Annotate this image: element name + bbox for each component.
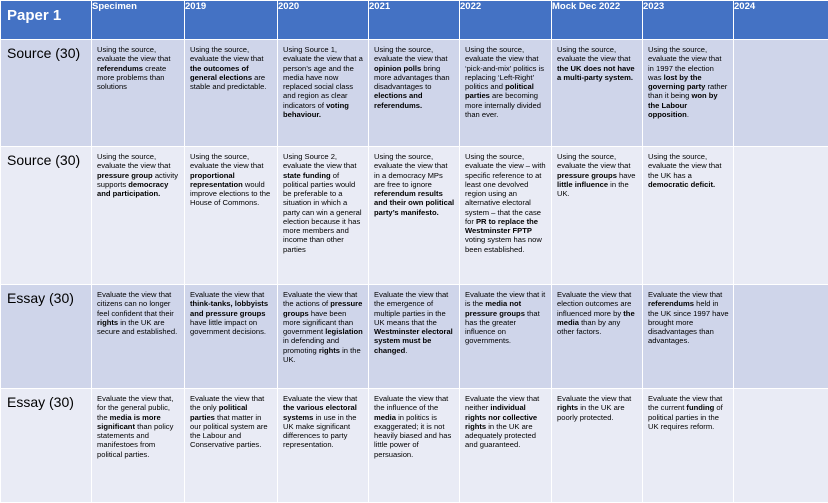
question-text: Evaluate the view that, for the general public, the bbox=[97, 394, 173, 422]
question-emphasis: democratic deficit. bbox=[648, 180, 715, 189]
question-text: that matter in our political system are the Labour and Conservative parties. bbox=[190, 413, 268, 450]
question-text: are stable and predictable. bbox=[190, 73, 266, 91]
table-body bbox=[1, 40, 828, 503]
question-emphasis: political parties bbox=[190, 403, 247, 421]
question-text: in politics is exaggerated; it is not heavily biased and has little power of persuasion. bbox=[374, 413, 451, 459]
question-cell bbox=[185, 285, 278, 389]
column-header-2023: 2023 bbox=[643, 1, 734, 40]
question-emphasis: media bbox=[374, 413, 396, 422]
question-cell bbox=[643, 40, 734, 147]
question-emphasis: the UK does not have a multi-party system. bbox=[557, 64, 635, 82]
question-emphasis: state funding bbox=[283, 171, 331, 180]
question-text: Using the source, evaluate the view that bbox=[190, 152, 263, 170]
question-cell bbox=[185, 147, 278, 285]
question-text: than policy statements and manifestoes from political parties. bbox=[97, 422, 173, 459]
question-text: Using the source, evaluate the view that bbox=[374, 45, 447, 63]
question-cell bbox=[92, 147, 185, 285]
question-text: have little impact on government decisions. bbox=[190, 318, 266, 336]
question-text: Evaluate the view that citizens can no longer feel confident that their bbox=[97, 290, 174, 318]
question-text: Using the source, evaluate the view that bbox=[190, 45, 263, 63]
question-emphasis: legislation bbox=[325, 327, 363, 336]
question-emphasis: the outcomes of general elections bbox=[190, 64, 252, 82]
question-text: Evaluate the view that neither bbox=[465, 394, 539, 412]
question-text: Using the source, evaluate the view that the UK has a bbox=[648, 152, 721, 180]
question-text: Evaluate the view that bbox=[283, 394, 357, 403]
column-header-2019: 2019 bbox=[185, 1, 278, 40]
question-cell bbox=[278, 40, 369, 147]
question-emphasis: referendums bbox=[97, 64, 143, 73]
question-emphasis: democracy and participation. bbox=[97, 180, 168, 198]
question-emphasis: lost by the governing party bbox=[648, 73, 705, 91]
question-emphasis: referendums bbox=[648, 299, 694, 308]
question-text: in the UK are secure and established. bbox=[97, 318, 177, 336]
question-text: Evaluate the view that bbox=[557, 394, 631, 403]
question-text: Using Source 1, evaluate the view that a person’s age and the media have now replaced social class and region as clear indicators of bbox=[283, 45, 363, 110]
question-emphasis: funding bbox=[686, 403, 714, 412]
question-emphasis: pressure groups bbox=[283, 299, 362, 317]
question-emphasis: individual rights nor collective rights bbox=[465, 403, 537, 431]
question-cell bbox=[369, 147, 460, 285]
question-cell bbox=[369, 285, 460, 389]
question-text: in the UK are poorly protected. bbox=[557, 403, 625, 421]
question-emphasis: proportional representation bbox=[190, 171, 243, 189]
question-cell bbox=[92, 389, 185, 503]
column-header-2020: 2020 bbox=[278, 1, 369, 40]
question-cell bbox=[643, 147, 734, 285]
question-emphasis: think-tanks, lobbyists and pressure groups bbox=[190, 299, 268, 317]
question-text: Using the source, evaluate the view – with specific reference to at least one devolved region using an alternative electoral system – that the case for bbox=[465, 152, 546, 226]
question-cell bbox=[278, 389, 369, 503]
question-text: Evaluate the view that election outcomes are influenced more by bbox=[557, 290, 631, 318]
question-text: Using the source, evaluate the view that ‘pick-and-mix’ politics is replacing ‘Left-Right’ politics and bbox=[465, 45, 544, 91]
question-text: voting system has now been established. bbox=[465, 235, 542, 253]
question-emphasis: rights bbox=[557, 403, 578, 412]
question-text: have bbox=[617, 171, 636, 180]
table-row bbox=[1, 389, 828, 503]
question-text: create more problems than solutions bbox=[97, 64, 166, 92]
question-emphasis: pressure groups bbox=[557, 171, 617, 180]
question-emphasis: PR to replace the Westminster FPTP bbox=[465, 217, 538, 235]
table-row bbox=[1, 285, 828, 389]
question-cell bbox=[460, 40, 552, 147]
column-header-2024: 2024 bbox=[734, 1, 828, 40]
question-emphasis: Westminster electoral system must be changed bbox=[374, 327, 453, 355]
table-row bbox=[1, 40, 828, 147]
question-text: Evaluate the view that the actions of bbox=[283, 290, 357, 308]
question-emphasis: pressure group bbox=[97, 171, 153, 180]
question-cell bbox=[552, 40, 643, 147]
question-text: than by any other factors. bbox=[557, 318, 620, 336]
row-label: Essay (30) bbox=[1, 285, 92, 389]
question-text: activity supports bbox=[97, 171, 178, 189]
question-emphasis: media not pressure groups bbox=[465, 299, 525, 317]
question-text: Evaluate the view that it is the bbox=[465, 290, 545, 308]
paper-title: Paper 1 bbox=[1, 1, 92, 40]
question-emphasis: the various electoral systems bbox=[283, 403, 357, 421]
header-row bbox=[1, 1, 828, 40]
question-emphasis: won by the Labour opposition bbox=[648, 91, 718, 119]
question-text: in the UK. bbox=[557, 180, 629, 198]
question-text: in the UK are adequately protected and guaranteed. bbox=[465, 422, 536, 450]
question-cell bbox=[734, 147, 828, 285]
question-text: Evaluate the view that bbox=[190, 290, 264, 299]
question-text: of political parties would be preferable to a situation in which a party can win a general election because it has more members and income than other parties bbox=[283, 171, 362, 254]
question-emphasis: political parties bbox=[465, 82, 534, 100]
question-cell bbox=[734, 285, 828, 389]
question-emphasis: opinion polls bbox=[374, 64, 421, 73]
question-emphasis: elections and referendums. bbox=[374, 91, 423, 109]
question-text: held in the UK since 1997 have brought more disadvantages than advantages. bbox=[648, 299, 729, 345]
question-text: would improve elections to the House of Commons. bbox=[190, 180, 270, 208]
question-text: of political parties in the UK requires reform. bbox=[648, 403, 723, 431]
question-emphasis: rights bbox=[319, 346, 340, 355]
question-text: Using the source, evaluate the view that bbox=[557, 152, 630, 170]
question-emphasis: voting behaviour. bbox=[283, 101, 349, 119]
question-text: Evaluate the view that the current bbox=[648, 394, 722, 412]
question-text: Evaluate the view that the influence of the bbox=[374, 394, 448, 412]
question-emphasis: referendum results and their own political party’s manifesto. bbox=[374, 189, 454, 217]
column-header-specimen: Specimen bbox=[92, 1, 185, 40]
question-text: . bbox=[405, 346, 407, 355]
question-cell bbox=[278, 147, 369, 285]
row-label: Source (30) bbox=[1, 40, 92, 147]
question-emphasis: the media bbox=[557, 309, 635, 327]
question-text: Using the source, evaluate the view that bbox=[557, 45, 630, 63]
question-cell bbox=[369, 389, 460, 503]
question-emphasis: rights bbox=[97, 318, 118, 327]
question-text: that has the greater influence on governments. bbox=[465, 309, 540, 346]
column-header-2022: 2022 bbox=[460, 1, 552, 40]
column-header-2021: 2021 bbox=[369, 1, 460, 40]
question-cell bbox=[643, 285, 734, 389]
column-header-mock-dec-2022: Mock Dec 2022 bbox=[552, 1, 643, 40]
question-text: Evaluate the view that the emergence of multiple parties in the UK means that the bbox=[374, 290, 448, 327]
question-cell bbox=[643, 389, 734, 503]
question-cell bbox=[278, 285, 369, 389]
question-text: Using the source, evaluate the view that bbox=[97, 45, 170, 63]
question-cell bbox=[185, 40, 278, 147]
question-cell bbox=[552, 389, 643, 503]
question-text: in use in the UK make significant differences to party representation. bbox=[283, 413, 356, 450]
question-emphasis: media is more significant bbox=[97, 413, 161, 431]
question-cell bbox=[734, 389, 828, 503]
question-text: have been more significant than government bbox=[283, 309, 353, 337]
row-label: Source (30) bbox=[1, 147, 92, 285]
question-cell bbox=[552, 285, 643, 389]
question-text: in the UK. bbox=[283, 346, 361, 364]
question-cell bbox=[734, 40, 828, 147]
question-text: Evaluate the view that bbox=[648, 290, 722, 299]
row-label: Essay (30) bbox=[1, 389, 92, 503]
question-text: Using Source 2, evaluate the view that bbox=[283, 152, 356, 170]
question-text: Using the source, evaluate the view that in a democracy MPs are free to ignore bbox=[374, 152, 447, 189]
question-text: rather than it being bbox=[648, 82, 727, 100]
question-text: . bbox=[687, 110, 689, 119]
question-cell bbox=[369, 40, 460, 147]
question-cell bbox=[185, 389, 278, 503]
table-row bbox=[1, 147, 828, 285]
question-text: Evaluate the view that the only bbox=[190, 394, 264, 412]
question-text: are becoming more internally divided than ever. bbox=[465, 91, 541, 119]
question-cell bbox=[92, 285, 185, 389]
question-cell bbox=[460, 285, 552, 389]
question-cell bbox=[92, 40, 185, 147]
question-emphasis: little influence bbox=[557, 180, 608, 189]
question-text: in defending and promoting bbox=[283, 336, 339, 354]
question-cell bbox=[552, 147, 643, 285]
question-text: Using the source, evaluate the view that bbox=[97, 152, 170, 170]
question-text: Using the source, evaluate the view that in 1997 the election was bbox=[648, 45, 721, 82]
question-cell bbox=[460, 389, 552, 503]
question-cell bbox=[460, 147, 552, 285]
question-text: bring more advantages than disadvantages to bbox=[374, 64, 450, 92]
